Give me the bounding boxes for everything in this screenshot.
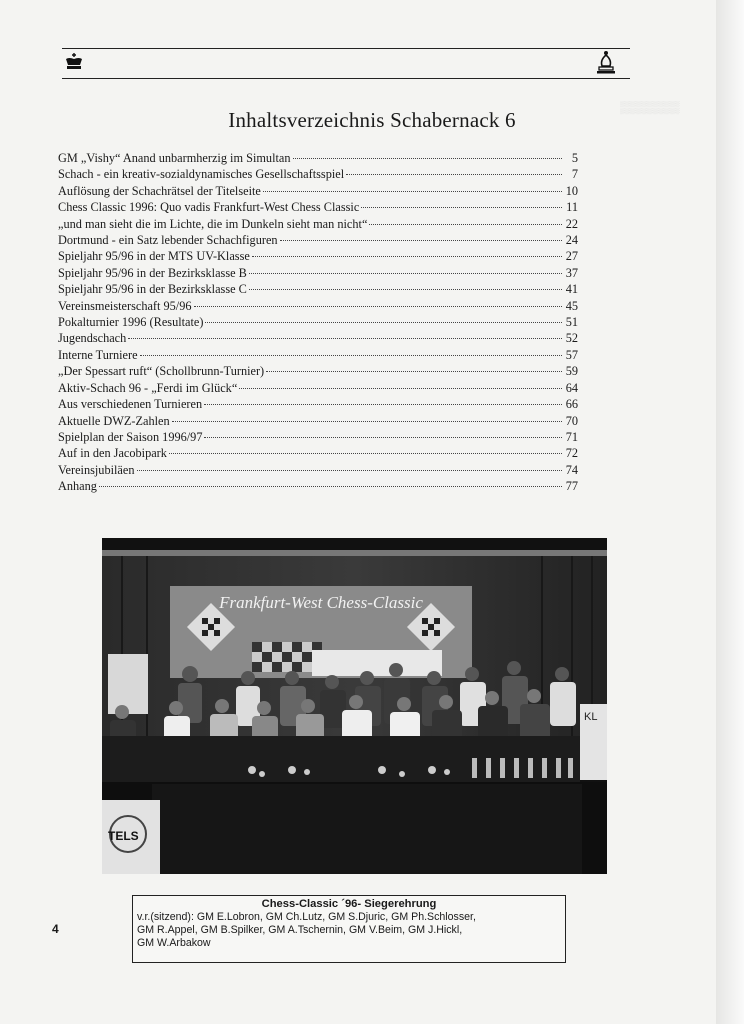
toc-leader-dots xyxy=(128,337,562,339)
toc-leader-dots xyxy=(137,469,563,471)
toc-entry-title: Auf in den Jacobipark xyxy=(58,446,167,461)
toc-entry xyxy=(58,216,578,232)
header-rule-top xyxy=(62,48,630,49)
toc-entry-title: Chess Classic 1996: Quo vadis Frankfurt-West Chess Classic xyxy=(58,200,360,215)
page-edge xyxy=(716,0,744,1024)
toc-leader-dots xyxy=(194,305,562,307)
toc-entry-page: 22 xyxy=(565,216,578,231)
toc-entry-page: 71 xyxy=(565,429,578,444)
toc-entry-title: Spieljahr 95/96 in der MTS UV-Klasse xyxy=(58,249,250,264)
toc-entry xyxy=(58,413,578,429)
toc-title: Inhaltsverzeichnis Schabernack 6 xyxy=(228,108,516,132)
toc-entry xyxy=(58,199,578,215)
toc-entry-title: Spielplan der Saison 1996/97 xyxy=(58,429,203,444)
toc-entry-title: Aus verschiedenen Turnieren xyxy=(58,397,203,412)
toc-entry-page: 27 xyxy=(565,249,578,264)
toc-entry-title: Aktiv-Schach 96 - „Ferdi im Glück“ xyxy=(58,380,238,395)
toc-leader-dots xyxy=(346,173,562,175)
toc-entry-page: 7 xyxy=(571,167,578,182)
banner-text: Frankfurt-West Chess-Classic xyxy=(219,593,423,612)
caption-title: Chess-Classic ´96- Siegerehrung xyxy=(261,898,437,910)
toc-entry-title: Dortmund - ein Satz lebender Schachfiguren xyxy=(58,233,278,248)
caption-line: GM R.Appel, GM B.Spilker, GM A.Tschernin, GM V.Beim, GM J.Hickl, xyxy=(137,924,463,936)
toc-entry-page: 24 xyxy=(565,233,578,248)
toc-leader-dots xyxy=(172,420,562,422)
toc-entry xyxy=(58,429,578,445)
toc-entry xyxy=(58,347,578,363)
toc-entry-title: Vereinsjubiläen xyxy=(58,462,135,477)
toc-entry-title: GM „Vishy“ Anand unbarmherzig im Simultan xyxy=(58,151,291,165)
award-ceremony-photo xyxy=(102,538,607,874)
toc-entry xyxy=(58,380,578,396)
chess-bishop-icon xyxy=(596,50,616,74)
toc-entry-page: 11 xyxy=(566,200,578,215)
toc-entry xyxy=(58,248,578,264)
toc-leader-dots xyxy=(204,403,562,405)
toc-entry-page: 59 xyxy=(565,364,578,379)
toc-entry-title: Schach - ein kreativ-sozialdynamisches Gesellschaftsspiel xyxy=(58,167,345,182)
toc-entry xyxy=(58,314,578,330)
toc-entry xyxy=(58,396,578,412)
toc-leader-dots xyxy=(169,452,562,454)
toc-entry-page: 41 xyxy=(565,282,578,297)
toc-entry xyxy=(58,298,578,314)
toc-leader-dots xyxy=(204,436,562,438)
toc-entry-page: 5 xyxy=(571,151,578,165)
toc-leader-dots xyxy=(249,288,562,290)
toc-leader-dots xyxy=(293,157,562,159)
toc-entry-page: 45 xyxy=(565,298,578,313)
toc-entry-page: 70 xyxy=(565,413,578,428)
toc-entry-page: 77 xyxy=(565,479,578,494)
toc-entry xyxy=(58,363,578,379)
toc-entry-title: Spieljahr 95/96 in der Bezirksklasse C xyxy=(58,282,247,297)
toc-leader-dots xyxy=(205,321,562,323)
photo-caption xyxy=(132,895,566,963)
toc-list xyxy=(58,150,578,495)
toc-entry-title: Vereinsmeisterschaft 95/96 xyxy=(58,298,192,313)
toc-leader-dots xyxy=(140,354,562,356)
toc-entry-title: „Der Spessart ruft“ (Schollbrunn-Turnier) xyxy=(58,364,265,379)
caption-line: v.r.(sitzend): GM E.Lobron, GM Ch.Lutz, GM S.Djuric, GM Ph.Schlosser, xyxy=(137,911,476,923)
toc-leader-dots xyxy=(249,272,562,274)
toc-entry-page: 74 xyxy=(565,462,578,477)
toc-leader-dots xyxy=(99,485,562,487)
toc-entry-title: „und man sieht die im Lichte, die im Dunkeln sieht man nicht“ xyxy=(58,216,368,231)
toc-entry-page: 10 xyxy=(565,183,578,198)
toc-entry xyxy=(58,265,578,281)
toc-entry-page: 52 xyxy=(565,331,578,346)
toc-entry-title: Spieljahr 95/96 in der Bezirksklasse B xyxy=(58,265,247,280)
toc-entry xyxy=(58,462,578,478)
sign-text: KL xyxy=(584,711,598,723)
toc-entry xyxy=(58,166,578,182)
toc-entry-page: 57 xyxy=(565,347,578,362)
toc-entry-title: Aktuelle DWZ-Zahlen xyxy=(58,413,170,428)
toc-entry xyxy=(58,330,578,346)
toc-leader-dots xyxy=(266,370,562,372)
toc-leader-dots xyxy=(252,255,562,257)
toc-entry-title: Auflösung der Schachrätsel der Titelseite xyxy=(58,183,261,198)
toc-entry-page: 66 xyxy=(565,397,578,412)
toc-leader-dots xyxy=(280,239,562,241)
toc-entry-title: Anhang xyxy=(58,479,97,494)
toc-leader-dots xyxy=(369,223,562,225)
toc-entry-title: Pokalturnier 1996 (Resultate) xyxy=(58,315,204,330)
toc-leader-dots xyxy=(361,206,562,208)
header-rule-bottom xyxy=(62,78,630,79)
toc-entry xyxy=(58,445,578,461)
chess-king-icon xyxy=(64,52,84,70)
toc-leader-dots xyxy=(263,190,562,192)
toc-leader-dots xyxy=(239,387,562,389)
toc-entry-title: Jugendschach xyxy=(58,331,127,346)
bleed-through-decoration: ▒▒▒▒▒▒▒ xyxy=(620,100,680,114)
toc-entry xyxy=(58,281,578,297)
toc-entry-page: 72 xyxy=(565,446,578,461)
caption-line: GM W.Arbakow xyxy=(137,937,211,949)
toc-entry-page: 64 xyxy=(565,380,578,395)
photo-illustration xyxy=(102,538,607,874)
toc-entry xyxy=(58,183,578,199)
toc-entry xyxy=(58,232,578,248)
toc-entry xyxy=(58,150,578,166)
toc-entry xyxy=(58,478,578,494)
toc-entry-title: Interne Turniere xyxy=(58,347,138,362)
toc-entry-page: 37 xyxy=(565,265,578,280)
page-number: 4 xyxy=(52,922,59,936)
sponsor-text: TELS xyxy=(108,829,139,843)
toc-entry-page: 51 xyxy=(565,315,578,330)
